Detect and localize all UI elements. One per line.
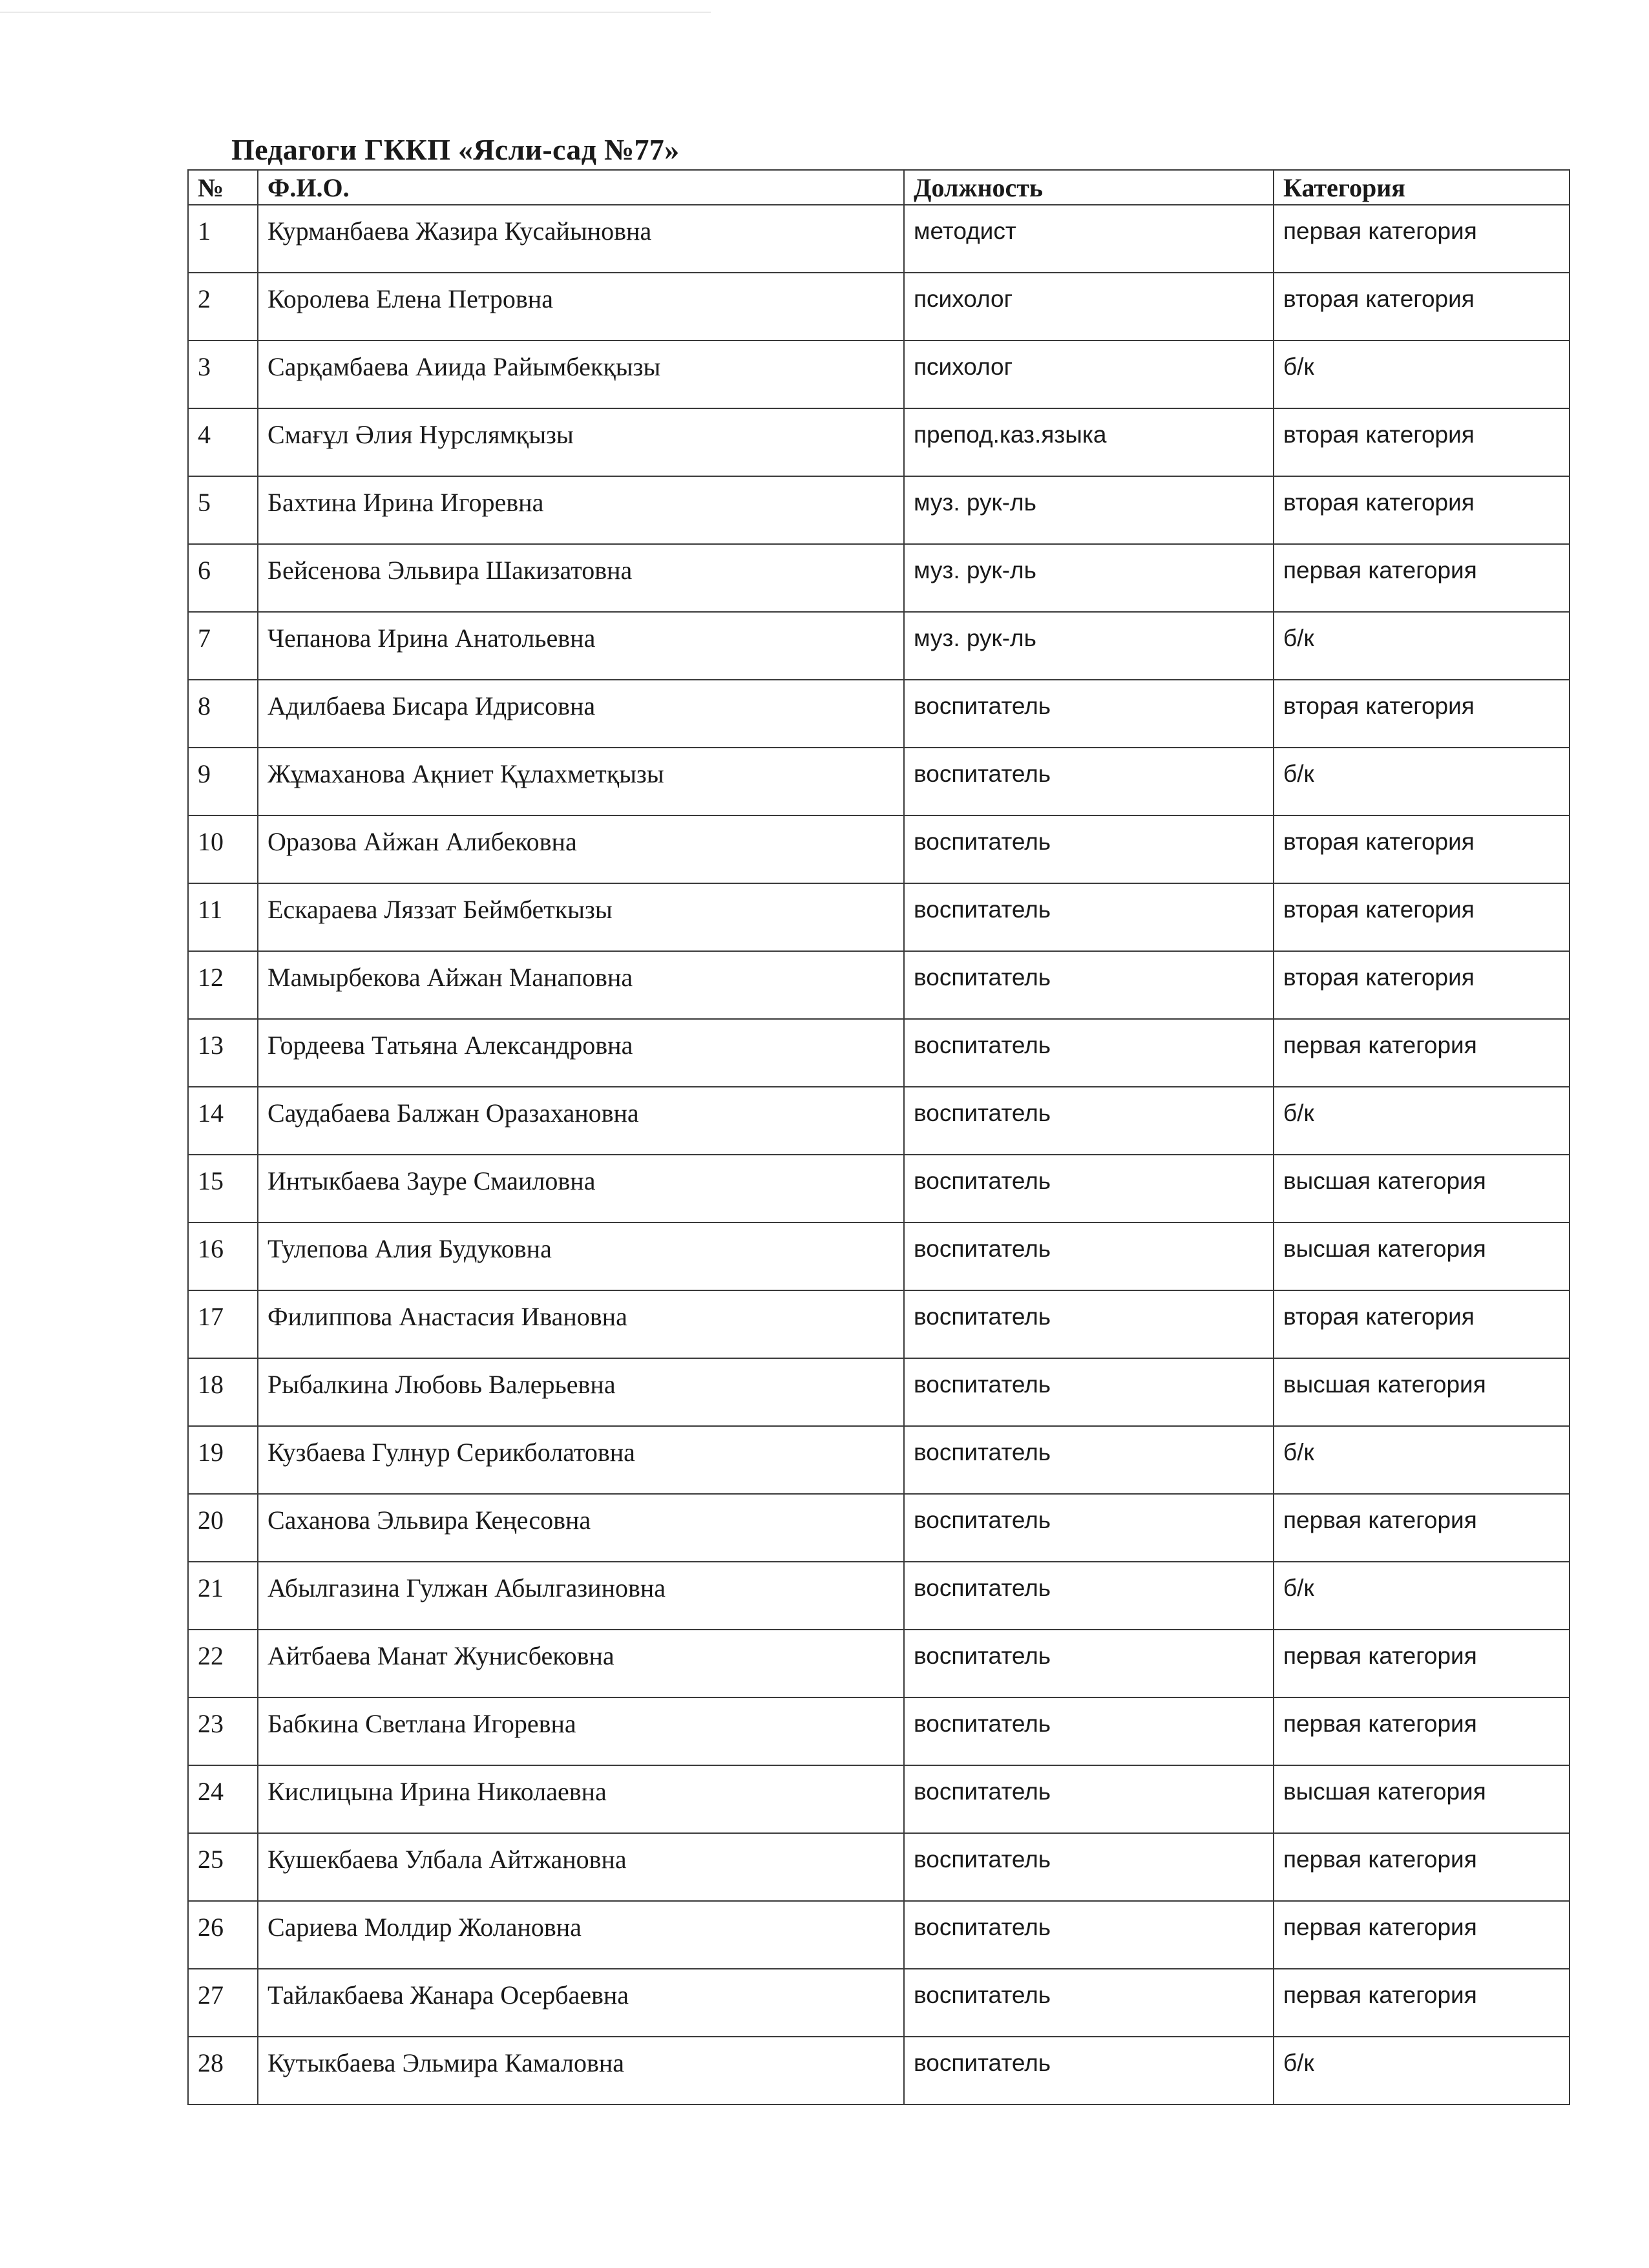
table-row [188, 1019, 1570, 1087]
employee-category: первая категория [1274, 1494, 1570, 1562]
employee-category: вторая категория [1274, 951, 1570, 1019]
employee-position: воспитатель [904, 1630, 1274, 1697]
employee-category: вторая категория [1274, 1290, 1570, 1358]
employee-name: Айтбаева Манат Жунисбековна [258, 1630, 904, 1697]
table-row [188, 2037, 1570, 2105]
employee-category: первая категория [1274, 1019, 1570, 1087]
employee-name: Королева Елена Петровна [258, 273, 904, 341]
employee-category: первая категория [1274, 205, 1570, 273]
employee-position: воспитатель [904, 951, 1274, 1019]
table-row [188, 1358, 1570, 1426]
employee-position: воспитатель [904, 1969, 1274, 2037]
row-number: 27 [188, 1969, 258, 2037]
employee-position: воспитатель [904, 1833, 1274, 1901]
row-number: 23 [188, 1697, 258, 1765]
employee-name: Ескараева Ляззат Беймбеткызы [258, 883, 904, 951]
table-row [188, 1155, 1570, 1223]
row-number: 26 [188, 1901, 258, 1969]
table-row [188, 612, 1570, 680]
employee-name: Оразова Айжан Алибековна [258, 815, 904, 883]
header-name: Ф.И.О. [258, 170, 904, 205]
table-row [188, 1087, 1570, 1155]
table-row [188, 544, 1570, 612]
employee-category: первая категория [1274, 544, 1570, 612]
row-number: 20 [188, 1494, 258, 1562]
employee-category: б/к [1274, 1426, 1570, 1494]
employee-category: высшая категория [1274, 1358, 1570, 1426]
row-number: 6 [188, 544, 258, 612]
employee-category: первая категория [1274, 1901, 1570, 1969]
employee-category: б/к [1274, 748, 1570, 815]
employee-category: б/к [1274, 612, 1570, 680]
row-number: 9 [188, 748, 258, 815]
row-number: 2 [188, 273, 258, 341]
employee-name: Сарқамбаева Аиида Райымбекқызы [258, 341, 904, 408]
employee-position: воспитатель [904, 1697, 1274, 1765]
row-number: 21 [188, 1562, 258, 1630]
employee-position: воспитатель [904, 1290, 1274, 1358]
employee-category: первая категория [1274, 1833, 1570, 1901]
table-row [188, 1494, 1570, 1562]
table-row [188, 476, 1570, 544]
employee-position: воспитатель [904, 1223, 1274, 1290]
employee-category: вторая категория [1274, 815, 1570, 883]
employee-category: вторая категория [1274, 273, 1570, 341]
table-row [188, 1901, 1570, 1969]
employee-position: препод.каз.языка [904, 408, 1274, 476]
employee-name: Смағұл Әлия Нурслямқызы [258, 408, 904, 476]
employee-name: Саудабаева Балжан Оразахановна [258, 1087, 904, 1155]
employee-position: воспитатель [904, 1155, 1274, 1223]
employee-category: б/к [1274, 1562, 1570, 1630]
table-row [188, 205, 1570, 273]
employee-position: муз. рук-ль [904, 544, 1274, 612]
header-position: Должность [904, 170, 1274, 205]
employee-category: вторая категория [1274, 476, 1570, 544]
employee-category: вторая категория [1274, 883, 1570, 951]
row-number: 12 [188, 951, 258, 1019]
table-row [188, 1290, 1570, 1358]
employee-name: Тайлакбаева Жанара Осербаевна [258, 1969, 904, 2037]
row-number: 4 [188, 408, 258, 476]
row-number: 19 [188, 1426, 258, 1494]
employee-name: Кузбаева Гулнур Серикболатовна [258, 1426, 904, 1494]
table-row [188, 341, 1570, 408]
employee-category: первая категория [1274, 1630, 1570, 1697]
employee-name: Мамырбекова Айжан Манаповна [258, 951, 904, 1019]
employee-position: воспитатель [904, 2037, 1274, 2105]
row-number: 7 [188, 612, 258, 680]
employee-position: воспитатель [904, 680, 1274, 748]
employee-category: высшая категория [1274, 1765, 1570, 1833]
employee-position: методист [904, 205, 1274, 273]
employee-name: Кутыкбаева Эльмира Камаловна [258, 2037, 904, 2105]
employee-position: воспитатель [904, 748, 1274, 815]
employee-name: Гордеева Татьяна Александровна [258, 1019, 904, 1087]
employee-name: Рыбалкина Любовь Валерьевна [258, 1358, 904, 1426]
employee-name: Филиппова Анастасия Ивановна [258, 1290, 904, 1358]
row-number: 15 [188, 1155, 258, 1223]
employee-category: вторая категория [1274, 680, 1570, 748]
employee-name: Бейсенова Эльвира Шакизатовна [258, 544, 904, 612]
row-number: 16 [188, 1223, 258, 1290]
employee-name: Кушекбаева Улбала Айтжановна [258, 1833, 904, 1901]
row-number: 17 [188, 1290, 258, 1358]
employee-name: Кислицына Ирина Николаевна [258, 1765, 904, 1833]
table-row [188, 408, 1570, 476]
employee-category: вторая категория [1274, 408, 1570, 476]
employee-position: воспитатель [904, 1019, 1274, 1087]
employee-position: воспитатель [904, 815, 1274, 883]
row-number: 22 [188, 1630, 258, 1697]
employee-position: муз. рук-ль [904, 612, 1274, 680]
row-number: 5 [188, 476, 258, 544]
row-number: 24 [188, 1765, 258, 1833]
row-number: 14 [188, 1087, 258, 1155]
header-number: № [188, 170, 258, 205]
row-number: 25 [188, 1833, 258, 1901]
employee-name: Бабкина Светлана Игоревна [258, 1697, 904, 1765]
employee-name: Саханова Эльвира Кеңесовна [258, 1494, 904, 1562]
table-row [188, 1765, 1570, 1833]
row-number: 8 [188, 680, 258, 748]
table-row [188, 1833, 1570, 1901]
employee-category: б/к [1274, 341, 1570, 408]
row-number: 28 [188, 2037, 258, 2105]
employee-position: муз. рук-ль [904, 476, 1274, 544]
employee-category: высшая категория [1274, 1155, 1570, 1223]
table-row [188, 1697, 1570, 1765]
employee-category: первая категория [1274, 1697, 1570, 1765]
table-row [188, 951, 1570, 1019]
employee-position: психолог [904, 273, 1274, 341]
employee-name: Курманбаева Жазира Кусайыновна [258, 205, 904, 273]
staff-table [187, 169, 1570, 2105]
employee-position: воспитатель [904, 1087, 1274, 1155]
table-row [188, 748, 1570, 815]
table-row [188, 1426, 1570, 1494]
table-row [188, 273, 1570, 341]
employee-name: Адилбаева Бисара Идрисовна [258, 680, 904, 748]
employee-position: воспитатель [904, 1562, 1274, 1630]
header-row [188, 170, 1570, 205]
employee-category: б/к [1274, 1087, 1570, 1155]
row-number: 1 [188, 205, 258, 273]
page-title: Педагоги ГККП «Ясли-сад №77» [231, 133, 680, 166]
table-body [188, 205, 1570, 2105]
employee-name: Сариева Молдир Жолановна [258, 1901, 904, 1969]
employee-name: Жұмаханова Ақниет Құлахметқызы [258, 748, 904, 815]
employee-category: первая категория [1274, 1969, 1570, 2037]
employee-position: воспитатель [904, 1901, 1274, 1969]
table-row [188, 883, 1570, 951]
employee-name: Тулепова Алия Будуковна [258, 1223, 904, 1290]
table-row [188, 680, 1570, 748]
header-category: Категория [1274, 170, 1570, 205]
table-row [188, 1562, 1570, 1630]
employee-name: Чепанова Ирина Анатольевна [258, 612, 904, 680]
row-number: 3 [188, 341, 258, 408]
row-number: 13 [188, 1019, 258, 1087]
employee-category: б/к [1274, 2037, 1570, 2105]
scan-edge [0, 12, 711, 13]
employee-name: Интыкбаева Зауре Смаиловна [258, 1155, 904, 1223]
employee-position: воспитатель [904, 1358, 1274, 1426]
row-number: 10 [188, 815, 258, 883]
row-number: 11 [188, 883, 258, 951]
employee-name: Абылгазина Гулжан Абылгазиновна [258, 1562, 904, 1630]
table-row [188, 1223, 1570, 1290]
table-row [188, 1969, 1570, 2037]
employee-position: воспитатель [904, 1765, 1274, 1833]
employee-position: воспитатель [904, 883, 1274, 951]
employee-name: Бахтина Ирина Игоревна [258, 476, 904, 544]
table-row [188, 1630, 1570, 1697]
employee-position: воспитатель [904, 1426, 1274, 1494]
employee-category: высшая категория [1274, 1223, 1570, 1290]
table-row [188, 815, 1570, 883]
employee-position: психолог [904, 341, 1274, 408]
employee-position: воспитатель [904, 1494, 1274, 1562]
row-number: 18 [188, 1358, 258, 1426]
